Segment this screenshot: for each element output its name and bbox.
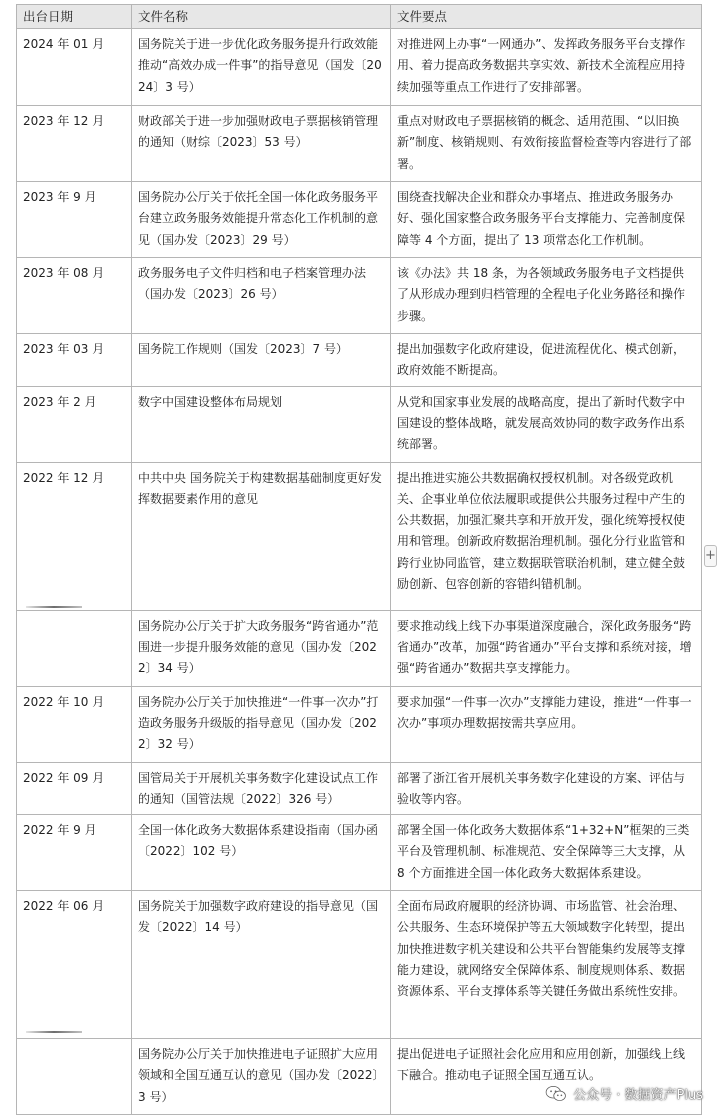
table-row: [17, 334, 702, 387]
cell-document-name: 国务院关于加强数字政府建设的指导意见（国发〔2022〕14 号）: [132, 891, 391, 1039]
cell-document-name: 国务院关于进一步优化政务服务提升行政效能推动“高效办成一件事”的指导意见（国发〔2024〕3 号）: [132, 29, 391, 106]
cell-key-points: 提出推进实施公共数据确权授权机制。对各级党政机关、企事业单位依法履职或提供公共服务过程中产生的公共数据，加强汇聚共享和开放开发，强化统筹授权使用和管理。创新政府数据治理机制。强化分行业监管和跨行业协同监管，建立数据联管联治机制，建立健全鼓励创新、包容创新的容错纠错机制。: [391, 462, 702, 610]
cell-document-name: 国务院办公厅关于加快推进电子证照扩大应用领域和全国互通互认的意见（国办发〔2022〕3 号）: [132, 1039, 391, 1115]
cell-key-points: 提出促进电子证照社会化应用和应用创新，加强线上线下融合。推动电子证照全国互通互认。: [391, 1039, 702, 1115]
table-row: [17, 762, 702, 815]
watermark-text: 公众号 · 数据资产Plus: [573, 1088, 703, 1103]
table-row: [17, 106, 702, 182]
table-row: [17, 686, 702, 762]
margin-mark: [26, 606, 82, 608]
watermark: [545, 1084, 703, 1103]
cell-date: 2022 年 09 月: [17, 762, 132, 815]
cell-document-name: 政务服务电子文件归档和电子档案管理办法（国办发〔2023〕26 号）: [132, 258, 391, 334]
expand-plus-icon[interactable]: +: [704, 545, 717, 567]
cell-date: 2023 年 12 月: [17, 106, 132, 182]
table-row: [17, 182, 702, 258]
cell-date: 2023 年 2 月: [17, 386, 132, 462]
cell-document-name: 财政部关于进一步加强财政电子票据核销管理的通知（财综〔2023〕53 号）: [132, 106, 391, 182]
cell-document-name: 国务院办公厅关于扩大政务服务“跨省通办”范围进一步提升服务效能的意见（国办发〔2022〕34 号）: [132, 610, 391, 686]
cell-key-points: 对推进网上办事“一网通办”、发挥政务服务平台支撑作用、着力提高政务数据共享实效、新技术全流程应用持续加强等重点工作进行了安排部署。: [391, 29, 702, 106]
cell-date: 2023 年 9 月: [17, 182, 132, 258]
cell-key-points: 要求加强“一件事一次办”支撑能力建设，推进“一件事一次办”事项办理数据按需共享应用。: [391, 686, 702, 762]
table-row: [17, 815, 702, 891]
header-document-name: 文件名称: [132, 5, 391, 29]
cell-key-points: 要求推动线上线下办事渠道深度融合，深化政务服务“跨省通办”改革，加强“跨省通办”平台支撑和系统对接，增强“跨省通办”数据共享支撑能力。: [391, 610, 702, 686]
table-row: [17, 29, 702, 106]
cell-date: 2024 年 01 月: [17, 29, 132, 106]
table-row: [17, 386, 702, 462]
cell-date: 2023 年 08 月: [17, 258, 132, 334]
header-key-points: 文件要点: [391, 5, 702, 29]
cell-date: [17, 610, 132, 686]
cell-date: 2022 年 10 月: [17, 686, 132, 762]
policy-document-table: [16, 4, 702, 1115]
cell-key-points: 重点对财政电子票据核销的概念、适用范围、“以旧换新”制度、核销规则、有效衔接监督检查等内容进行了部署。: [391, 106, 702, 182]
cell-key-points: 围绕查找解决企业和群众办事堵点、推进政务服务办好、强化国家整合政务服务平台支撑能力、完善制度保障等 4 个方面，提出了 13 项常态化工作机制。: [391, 182, 702, 258]
table-row: [17, 1039, 702, 1115]
cell-document-name: 中共中央 国务院关于构建数据基础制度更好发挥数据要素作用的意见: [132, 462, 391, 610]
cell-date: 2022 年 12 月: [17, 462, 132, 610]
cell-document-name: 数字中国建设整体布局规划: [132, 386, 391, 462]
cell-date: 2022 年 06 月: [17, 891, 132, 1039]
cell-document-name: 国务院办公厅关于加快推进“一件事一次办”打造政务服务升级版的指导意见（国办发〔2022〕32 号）: [132, 686, 391, 762]
cell-key-points: 从党和国家事业发展的战略高度，提出了新时代数字中国建设的整体战略，就发展高效协同的数字政务作出系统部署。: [391, 386, 702, 462]
margin-mark: [26, 1031, 82, 1033]
header-date: 出台日期: [17, 5, 132, 29]
cell-key-points: 全面布局政府履职的经济协调、市场监管、社会治理、公共服务、生态环境保护等五大领域数字化转型，提出加快推进数字机关建设和公共平台智能集约发展等支撑能力建设，就网络安全保障体系、制度规则体系、数据资源体系、平台支撑体系等关键任务做出系统性安排。: [391, 891, 702, 1039]
cell-document-name: 全国一体化政务大数据体系建设指南（国办函〔2022〕102 号）: [132, 815, 391, 891]
cell-document-name: 国务院办公厅关于依托全国一体化政务服务平台建立政务服务效能提升常态化工作机制的意见（国办发〔2023〕29 号）: [132, 182, 391, 258]
table-row: [17, 258, 702, 334]
cell-date: 2022 年 9 月: [17, 815, 132, 891]
cell-document-name: 国管局关于开展机关事务数字化建设试点工作的通知（国管法规〔2022〕326 号）: [132, 762, 391, 815]
wechat-icon: [545, 1085, 567, 1103]
cell-key-points: 部署全国一体化政务大数据体系“1+32+N”框架的三类平台及管理机制、标准规范、安全保障等三大支撑，从 8 个方面推进全国一体化政务大数据体系建设。: [391, 815, 702, 891]
cell-key-points: 部署了浙江省开展机关事务数字化建设的方案、评估与验收等内容。: [391, 762, 702, 815]
table-row: [17, 462, 702, 610]
table-row: [17, 610, 702, 686]
cell-key-points: 该《办法》共 18 条，为各领域政务服务电子文档提供了从形成办理到归档管理的全程电子化业务路径和操作步骤。: [391, 258, 702, 334]
table-header-row: [17, 5, 702, 29]
table-row: [17, 891, 702, 1039]
cell-date: [17, 1039, 132, 1115]
cell-document-name: 国务院工作规则（国发〔2023〕7 号）: [132, 334, 391, 387]
cell-date: 2023 年 03 月: [17, 334, 132, 387]
cell-key-points: 提出加强数字化政府建设，促进流程优化、模式创新，政府效能不断提高。: [391, 334, 702, 387]
